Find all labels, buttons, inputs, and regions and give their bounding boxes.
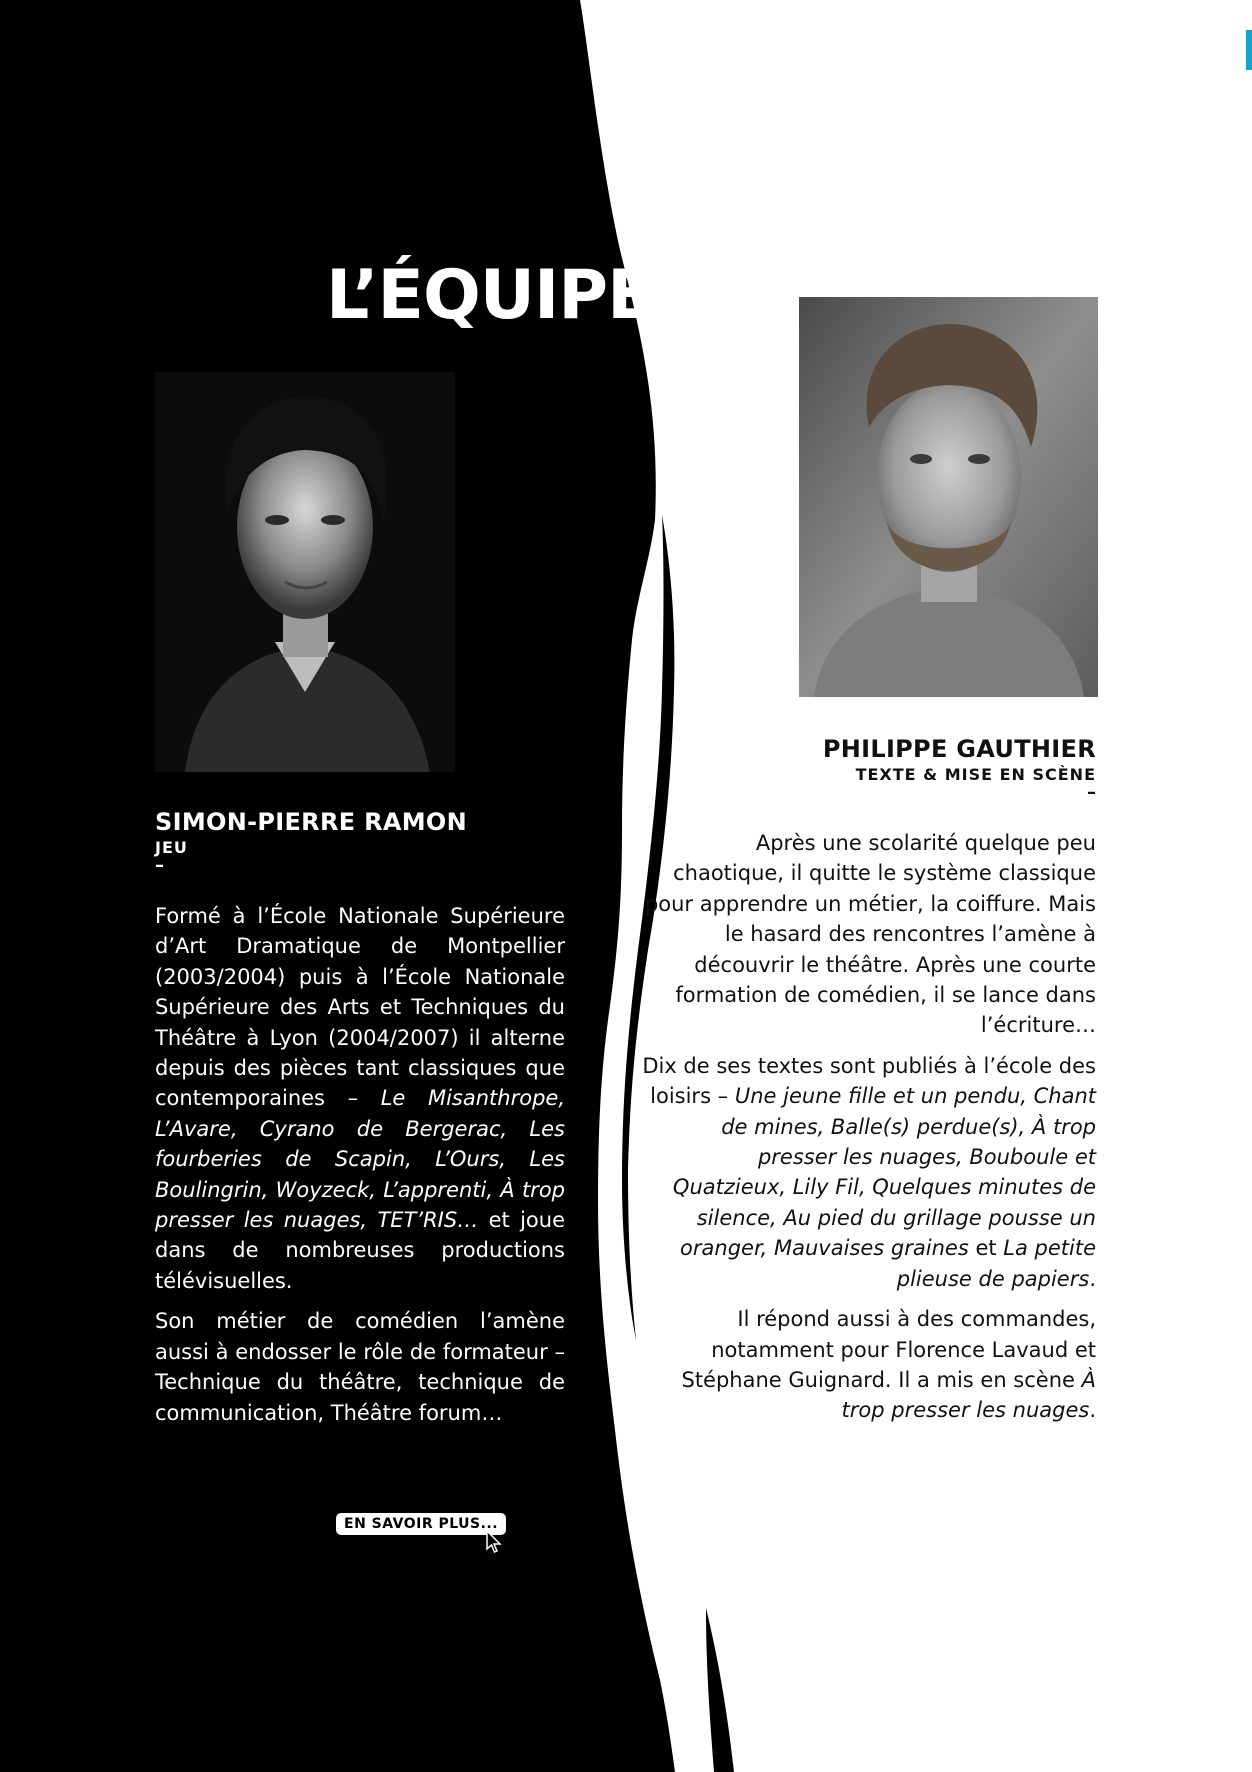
bio-text: et joue dans de nombreuses productions télévisuelles.	[155, 1208, 566, 1293]
bio-paragraph	[640, 1051, 1096, 1294]
separator-dash: –	[155, 855, 164, 876]
learn-more-button[interactable]: EN SAVOIR PLUS...	[336, 1513, 506, 1535]
accent-mark	[1246, 30, 1252, 70]
member-role: TEXTE & MISE EN SCÈNE	[855, 765, 1096, 784]
member-name: PHILIPPE GAUTHIER	[822, 735, 1096, 763]
bio-paragraph	[155, 901, 565, 1296]
bio-title-list: Une jeune fille et un pendu, Chant de mines, Balle(s) perdue(s), À trop presser les nuages, Bouboule et Quatzieux, Lily Fil, Quelques minutes de silence, Au pied du grillage pousse un oranger, Mauvaises graines	[672, 1084, 1096, 1261]
member-role: JEU	[155, 838, 188, 857]
cursor-icon	[486, 1530, 502, 1554]
bio-paragraph	[155, 1306, 565, 1428]
bio-text: et	[968, 1236, 1004, 1261]
bio-title-list: La petite plieuse de papiers	[896, 1236, 1096, 1291]
biography	[640, 828, 1096, 1426]
bio-text: Son métier de comédien l’amène aussi à endosser le rôle de formateur – Technique du théâtre, technique de communication, Théâtre forum…	[155, 1309, 565, 1425]
member-simon-pierre-ramon	[155, 808, 565, 1428]
bio-title-list: Le Misanthrope, L’Avare, Cyrano de Bergerac, Les fourberies de Scapin, L’Ours, Les Boulingrin, Woyzeck, L’apprenti, À trop presser les nuages, TET’RIS…	[155, 1086, 565, 1233]
separator-dash: –	[1087, 782, 1096, 803]
member-name: SIMON-PIERRE RAMON	[155, 808, 467, 836]
bio-text: Dix de ses textes sont publiés à l’école des loisirs –	[642, 1053, 1096, 1109]
bio-text: Formé à l’École Nationale Supérieure d’Art Dramatique de Montpellier (2003/2004) puis à l’École Nationale Supérieure des Arts et Techniques du Théâtre à Lyon (2004/2007) il alterne depuis des pièces tant classiques que contemporaines –	[155, 904, 565, 1111]
bio-text: .	[1089, 1398, 1096, 1423]
page-title: L’ÉQUIPE	[326, 256, 653, 335]
bio-paragraph	[640, 828, 1096, 1041]
member-philippe-gauthier	[640, 735, 1096, 1426]
bio-text: Il répond aussi à des commandes, notamment pour Florence Lavaud et Stéphane Guignard. Il a mis en scène	[681, 1307, 1096, 1392]
biography	[155, 901, 565, 1428]
bio-title-list: À trop presser les nuages	[841, 1367, 1096, 1423]
portrait-simon-pierre-ramon	[155, 372, 455, 772]
portrait-philippe-gauthier	[799, 297, 1098, 697]
bio-text: .	[1089, 1266, 1096, 1291]
bio-text: Après une scolarité quelque peu chaotique, il quitte le système classique pour apprendre un métier, la coiffure. Mais le hasard des rencontres l’amène à découvrir le théâtre. Après une courte formation de comédien, il se lance dans l’écriture…	[644, 831, 1096, 1038]
bio-paragraph	[640, 1304, 1096, 1426]
